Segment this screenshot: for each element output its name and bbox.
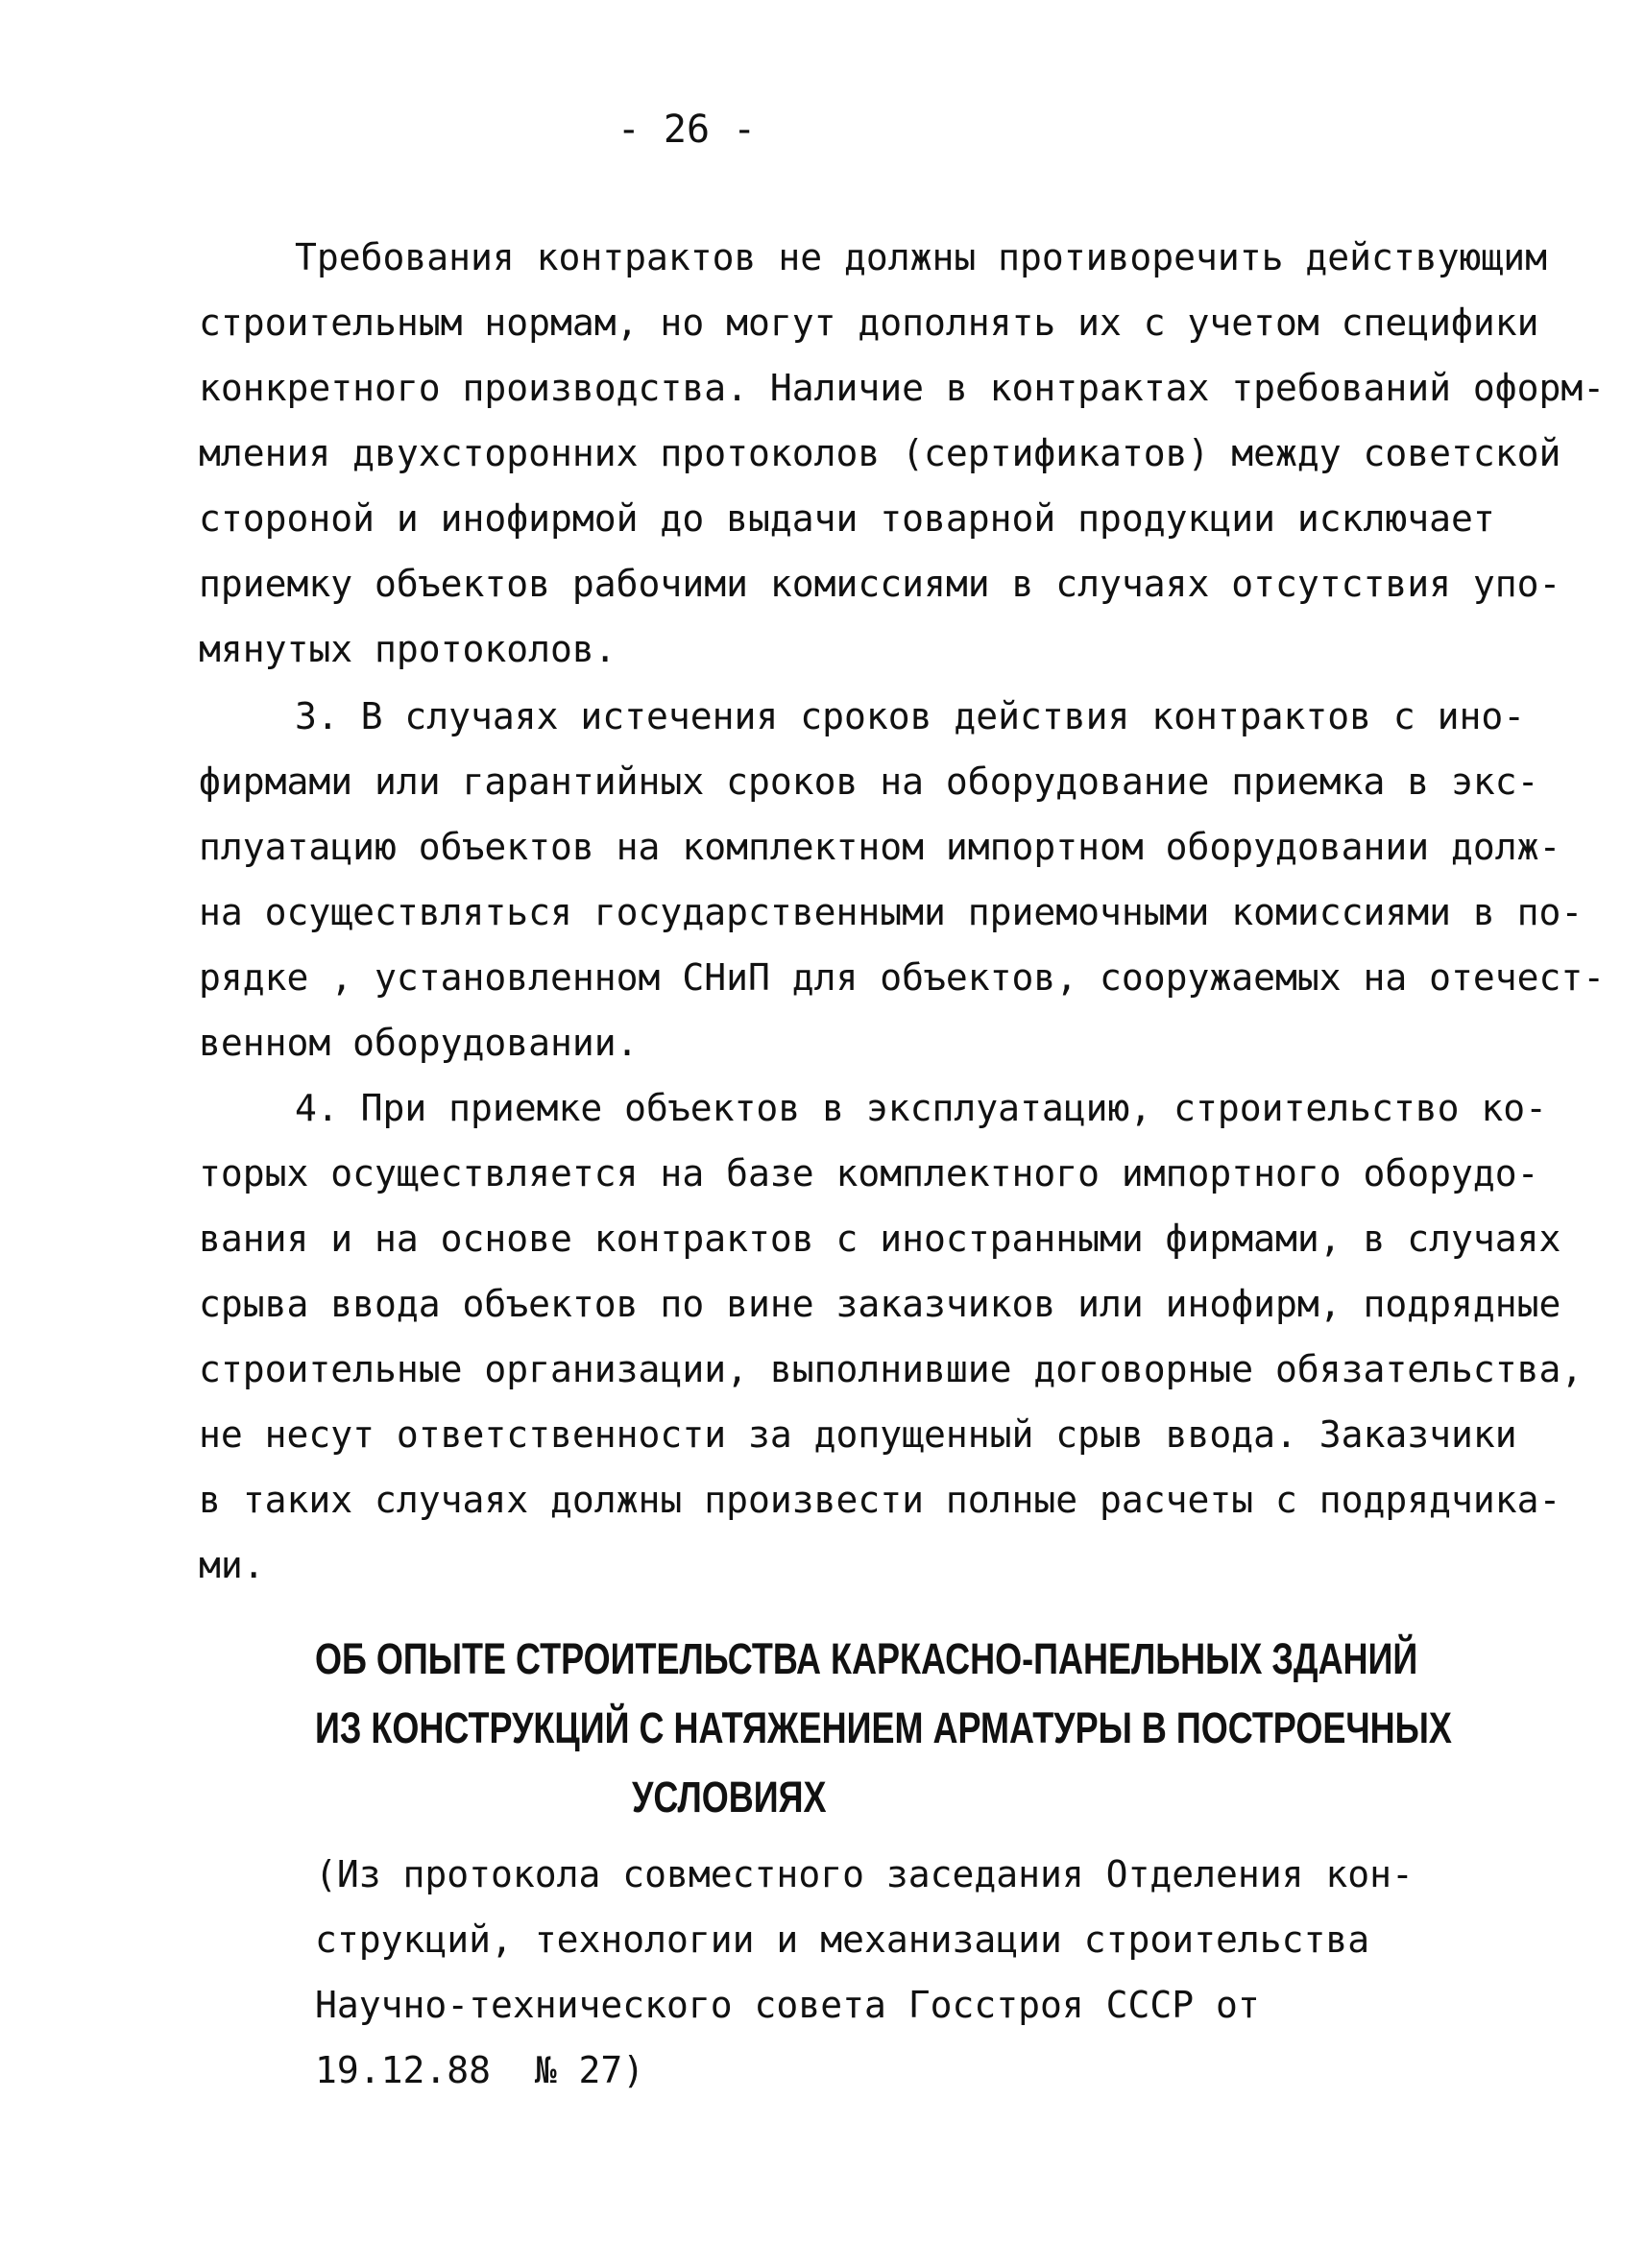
page-number: - 26 - — [617, 108, 757, 152]
text-line: ми. — [199, 1544, 265, 1586]
text-line: торых осуществляется на базе комплектного импортного оборудо- — [199, 1152, 1539, 1194]
text-line: Требования контрактов не должны противоречить действующим — [295, 236, 1548, 278]
text-line: срыва ввода объектов по вине заказчиков или инофирм, подрядные — [199, 1283, 1561, 1325]
heading-line: ИЗ КОНСТРУКЦИЙ С НАТЯЖЕНИЕМ АРМАТУРЫ В ПОСТРОЕЧНЫХ — [315, 1702, 1452, 1752]
text-line: строительным нормам, но могут дополнять их с учетом специфики — [199, 302, 1539, 344]
text-line: плуатацию объектов на комплектном импортном оборудовании долж- — [199, 826, 1561, 868]
text-line: 3. В случаях истечения сроков действия контрактов с ино- — [295, 695, 1526, 737]
text-line: 19.12.88 № 27) — [315, 2049, 645, 2091]
text-line: строительные организации, выполнившие договорные обязательства, — [199, 1348, 1584, 1390]
text-line: струкций, технологии и механизации строительства — [315, 1918, 1370, 1961]
text-line: не несут ответственности за допущенный срыв ввода. Заказчики — [199, 1413, 1517, 1456]
text-line: 4. При приемке объектов в эксплуатацию, строительство ко- — [295, 1087, 1548, 1129]
text-line: в таких случаях должны произвести полные расчеты с подрядчика- — [199, 1479, 1561, 1521]
text-line: вания и на основе контрактов с иностранными фирмами, в случаях — [199, 1218, 1561, 1260]
text-line: фирмами или гарантийных сроков на оборудование приемка в экс- — [199, 760, 1539, 803]
text-line: конкретного производства. Наличие в контрактах требований оформ- — [199, 367, 1606, 409]
heading-line: УСЛОВИЯХ — [632, 1772, 827, 1822]
text-line: стороной и инофирмой до выдачи товарной продукции исключает — [199, 497, 1495, 540]
text-line: (Из протокола совместного заседания Отделения кон- — [315, 1853, 1414, 1895]
text-line: мления двухсторонних протоколов (сертификатов) между советской — [199, 432, 1561, 474]
text-line: мянутых протоколов. — [199, 628, 617, 670]
text-line: рядке , установленном СНиП для объектов, сооружаемых на отечест- — [199, 956, 1606, 999]
text-line: Научно-технического совета Госстроя СССР от — [315, 1984, 1260, 2026]
text-line: венном оборудовании. — [199, 1022, 639, 1064]
text-line: приемку объектов рабочими комиссиями в случаях отсутствия упо- — [199, 563, 1561, 605]
text-line: на осуществляться государственными приемочными комиссиями в по- — [199, 891, 1584, 933]
heading-line: ОБ ОПЫТЕ СТРОИТЕЛЬСТВА КАРКАСНО-ПАНЕЛЬНЫХ ЗДАНИЙ — [315, 1633, 1418, 1683]
